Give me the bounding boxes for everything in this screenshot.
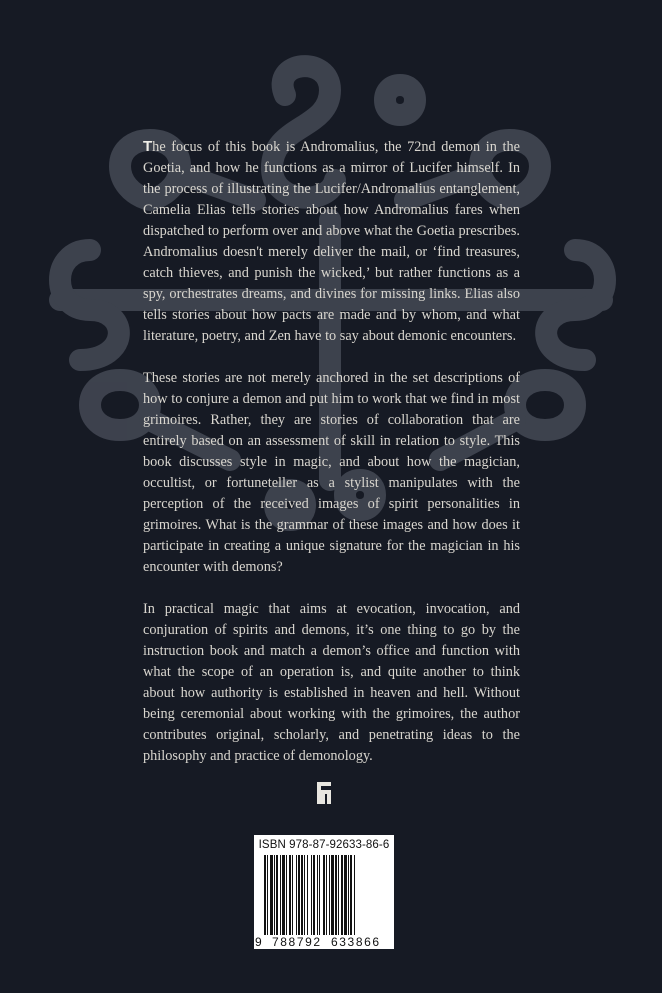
blurb-paragraph-3: In practical magic that aims at evocation, invocation, and conjuration of spirits and demons, it’s one thing to go by the instruction book and match a demon’s office and function with what the scope of an operation is, and quite another to think about how authority is established in heaven and hell. Without being ceremonial about working with the grimoires, the author contributes original, scholarly, and penetrating ideas to the philosophy and practice of demonology.: [143, 601, 520, 764]
isbn-label: ISBN 978-87-92633-86-6: [258, 839, 390, 851]
blurb-paragraph-1-text: he focus of this book is Andromalius, the 72nd demon in the Goetia, and how he functions as a mirror of Lucifer himself. In the process of illustrating the Lucifer/Andromalius entanglement, Camelia Elias tells stories about how Andromalius fares when dispatched to perform over and above what the Goetia prescribes. Andromalius doesn't merely deliver the mail, or ‘find treasures, catch thieves, and punish the wicked,’ but rather functions as a spy, orchestrates dreams, and divines for missing links. Elias also tells stories about how pacts are made and by whom, and what literature, poetry, and Zen have to say about demonic encounters.: [143, 139, 520, 344]
publisher-logo-icon: [316, 781, 332, 805]
barcode-digits-left: 788792: [272, 935, 322, 949]
blurb-paragraph-2: These stories are not merely anchored in the set descriptions of how to conjure a demon and put him to work that we find in most grimoires. Rather, they are stories of collaboration that are entirely based on an assessment of skill in relation to style. This book discusses style in magic, and about how the magician, occultist, or fortuneteller as a stylist manipulates with the perception of the received images of spirit personalities in grimoires. What is the grammar of these images and how does it participate in creating a unique signature for the magician in his encounter with demons?: [143, 370, 520, 575]
barcode-bars: [264, 855, 389, 935]
blurb-paragraph-1: [143, 136, 520, 347]
drop-cap: T: [143, 138, 153, 155]
barcode-digit-first: 9: [255, 935, 262, 949]
isbn-barcode: [254, 835, 394, 949]
barcode-digits-right: 633866: [331, 935, 381, 949]
back-cover-blurb: [143, 136, 520, 788]
